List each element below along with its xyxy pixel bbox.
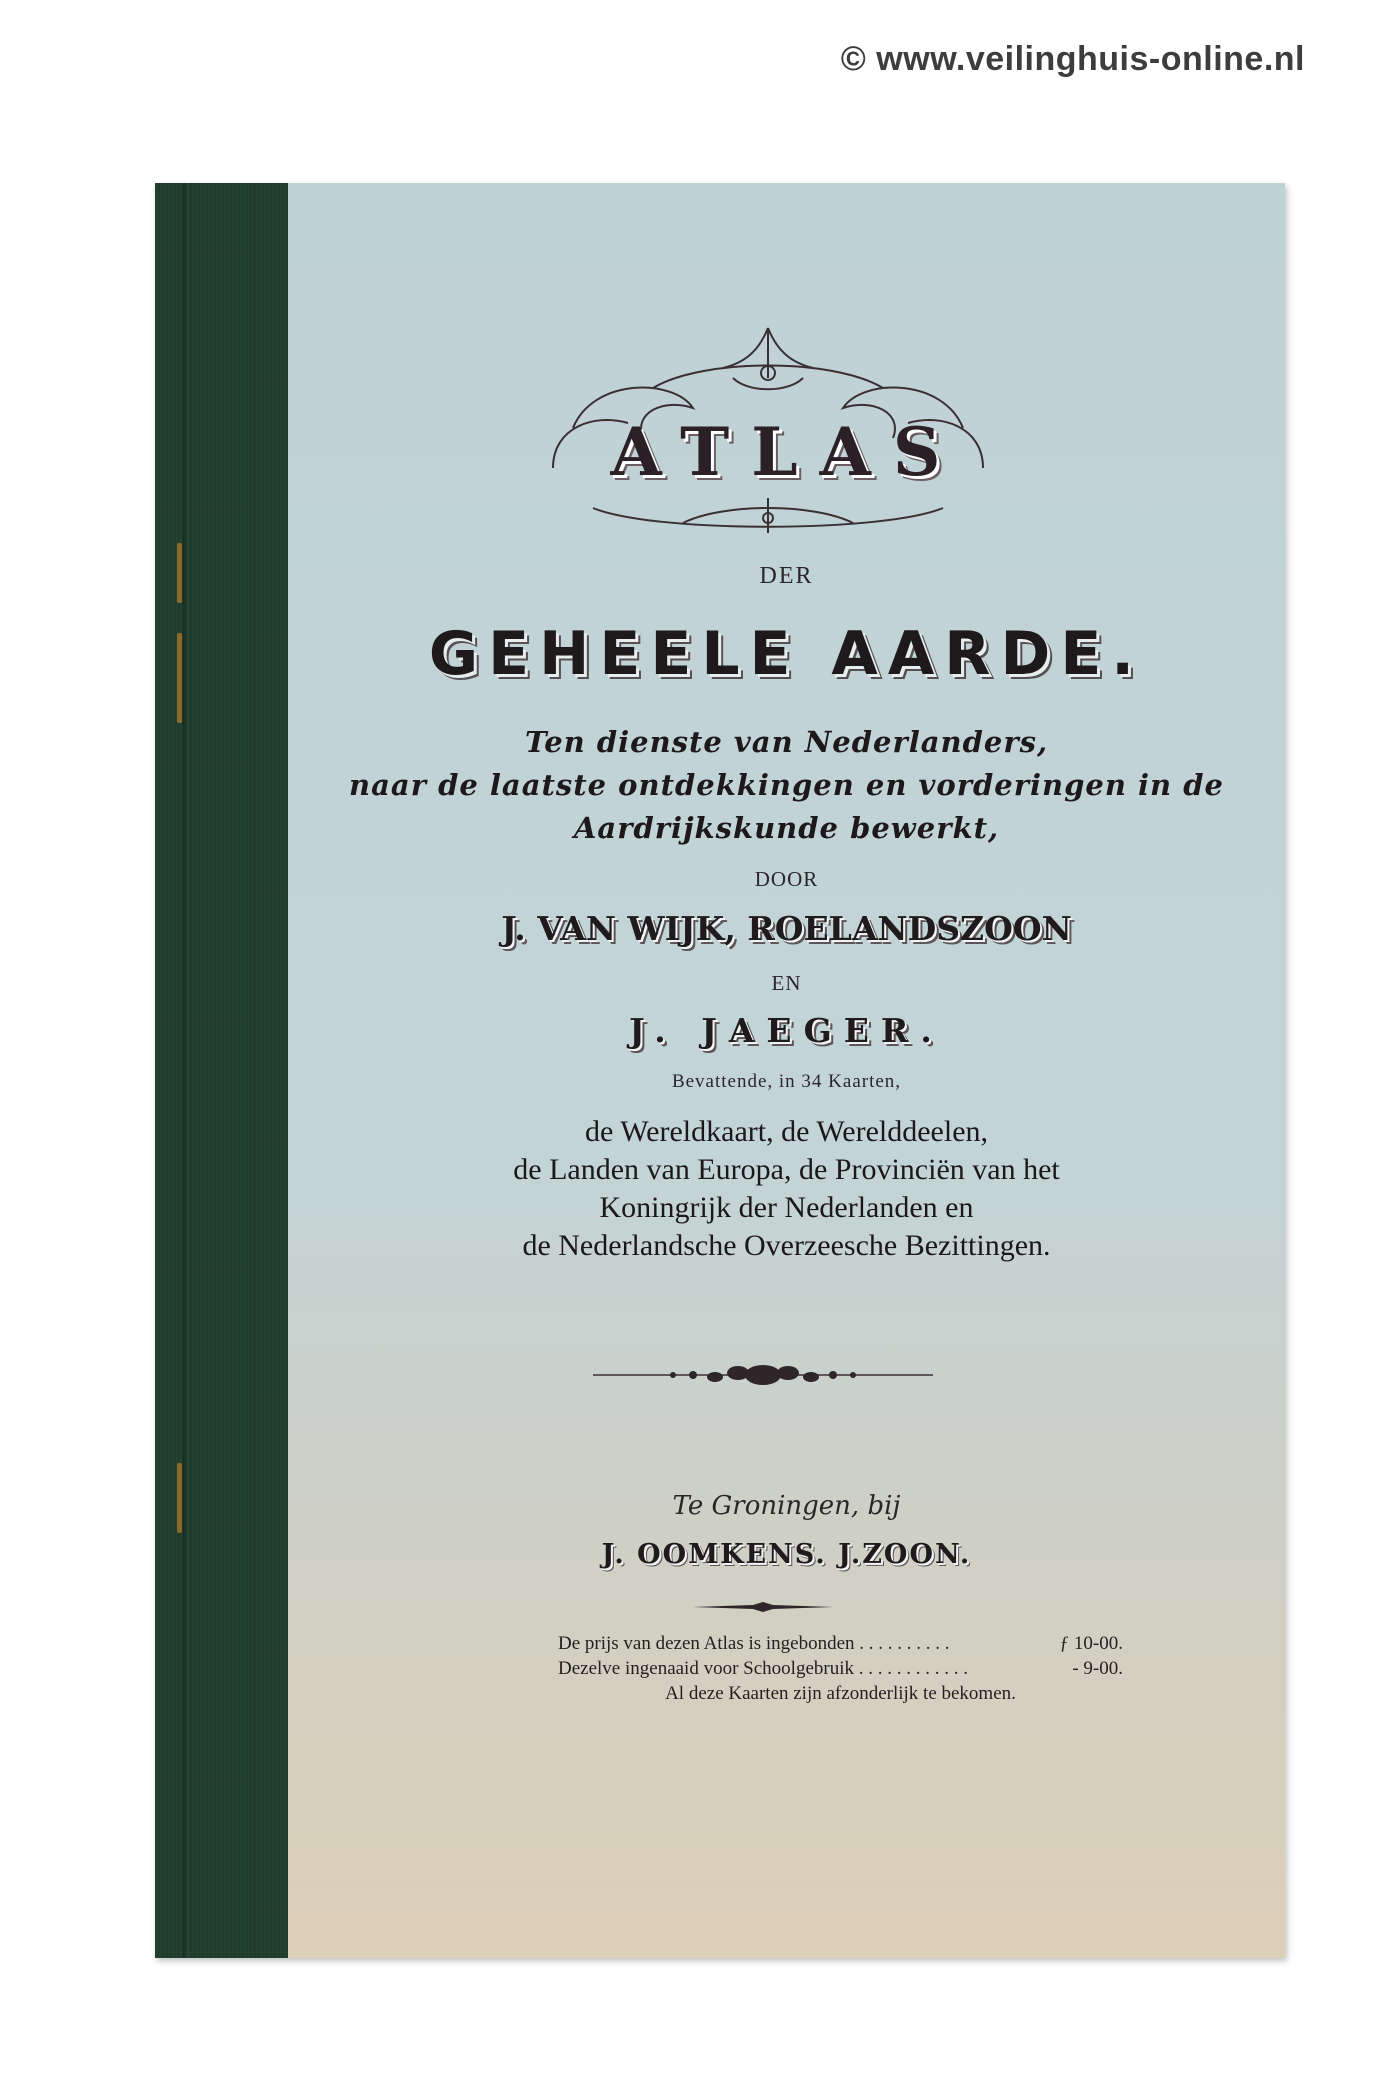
gilt-ornament (177, 633, 182, 723)
contents-line-1: de Wereldkaart, de Werelddeelen, (584, 1115, 989, 1148)
title-der: DER (759, 563, 814, 589)
title-atlas: ATLAS (610, 413, 963, 491)
contents-line-4: de Nederlandsche Overzeesche Bezittingen. (522, 1229, 1051, 1262)
price-label: De prijs van dezen Atlas is ingebonden . . . . . . . . . . (558, 1633, 950, 1654)
price-row (558, 1631, 1123, 1656)
dedication-line-1: Ten dienste van Nederlanders, (524, 725, 1049, 759)
price-row (558, 1656, 1123, 1681)
small-divider (693, 1601, 833, 1613)
price-note: Al deze Kaarten zijn afzonderlijk te bekomen. (665, 1683, 1016, 1704)
price-label: Dezelve ingenaaid voor Schoolgebruik . . . . . . . . . . . . (558, 1658, 968, 1679)
contents-line-2: de Landen van Europa, de Provinciën van het (513, 1153, 1060, 1186)
imprint-place: Te Groningen, bij (672, 1491, 901, 1521)
publisher: J. OOMKENS. J.ZOON. (601, 1539, 972, 1570)
atlas-book (155, 183, 1285, 1958)
price-list (558, 1631, 1123, 1706)
title-page (288, 183, 1285, 1958)
main-title: GEHEELE AARDE. (428, 619, 1145, 689)
contents-line-3: Koningrijk der Nederlanden en (599, 1191, 974, 1224)
spine-edge (183, 183, 189, 1958)
en-label: EN (771, 971, 802, 995)
price-value: ƒ 10-00. (1059, 1633, 1123, 1654)
gilt-ornament (177, 543, 182, 603)
book-spine (155, 183, 288, 1958)
contents-intro: Bevattende, in 34 Kaarten, (671, 1071, 902, 1092)
author-1: J. VAN WIJK, ROELANDSZOON (501, 909, 1072, 948)
dedication-line-2: naar de laatste ontdekkingen en vorderingen in de (349, 768, 1224, 802)
gilt-ornament (177, 1463, 182, 1533)
door-label: DOOR (754, 867, 819, 891)
dedication-line-3: Aardrijkskunde bewerkt, (573, 811, 1000, 845)
watermark: © www.veilinghuis-online.nl (840, 40, 1305, 78)
floral-divider (593, 1355, 933, 1395)
author-2: J. JAEGER. (629, 1011, 944, 1050)
price-value: - 9-00. (1072, 1658, 1123, 1679)
